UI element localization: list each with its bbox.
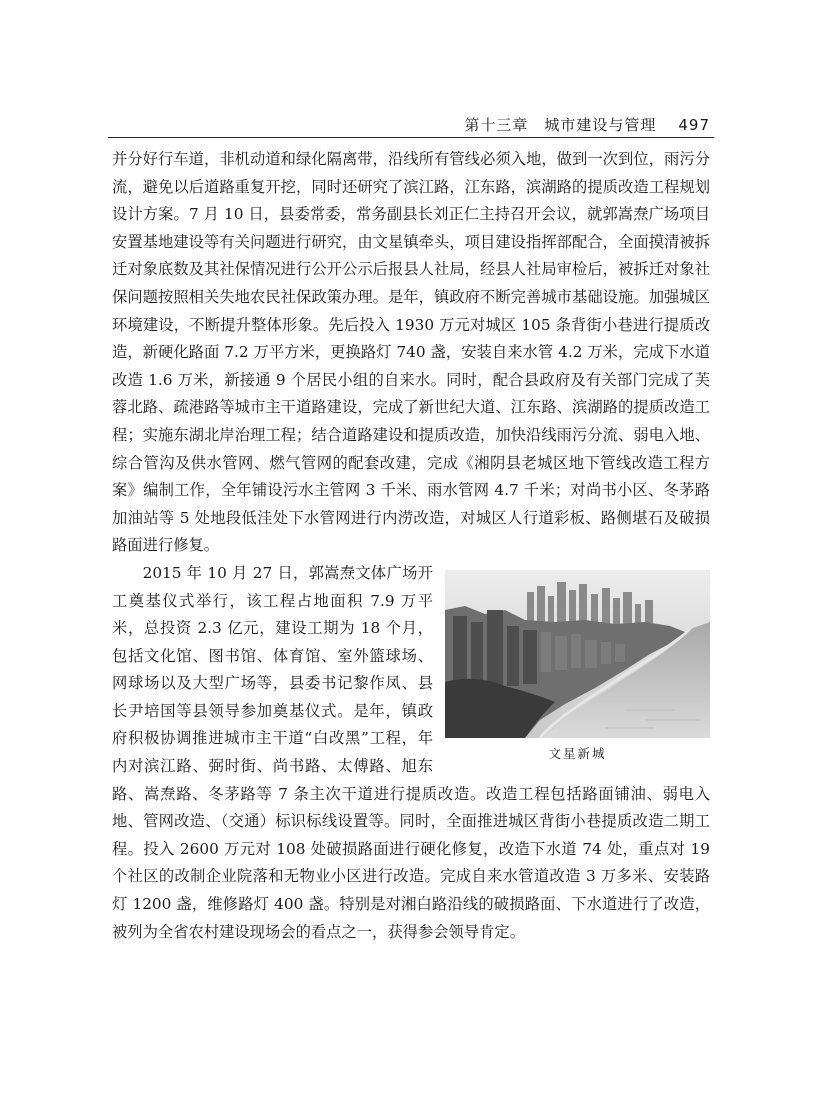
header-rule [108,137,714,138]
paragraph-2: 2015 年 10 月 27 日，郭嵩焘文体广场开工奠基仪式举行，该工程占地面积 7.9 万平米，总投资 2.3 亿元，建设工期为 18 个月，包括文化馆、图书馆、体育馆、室外篮球场、网球场以及大型广场等，县委书记黎作凤、县长尹培国等县领导参加奠基仪式。是年，镇政府积极协调推进城市主干道“白改黑”工程，年内对滨江路、弼时街、尚书路、太傅路、旭东路、嵩焘路、冬茅路等 7 条主次干道进行提质改造。改造工程包括路面铺油、弱电入地、管网改造、（交通）标识标线设置等。同时，全面推进城区背街小巷提质改造二期工程。投入 2600 万元对 108 处破损路面进行硬化修复，改造下水道 74 处，重点对 19 个社区的改制企业院落和无物业小区进行改造。完成自来水管道改造 3 万多米、安装路灯 1200 盏，维修路灯 400 盏。特别是对湘白路沿线的破损路面、下水道进行了改造，被列为全省农村建设现场会的看点之一，获得参会领导肯定。 [112,563,710,941]
header-text [464,114,710,135]
city-photo-figure [445,570,710,762]
photo-caption: 文星新城 [548,745,607,761]
paragraph-1: 并分好行车道，非机动道和绿化隔离带，沿线所有管线必须入地，做到一次到位，雨污分流，避免以后道路重复开挖，同时还研究了滨江路，江东路，滨湖路的提质改造工程规划设计方案。7 月 10 日，县委常委，常务副县长刘正仁主持召开会议，就郭嵩焘广场项目安置基地建设等有关问题进行研究，由文星镇牵头，项目建设指挥部配合，全面摸清被拆迁对象底数及其社保情况进行公开公示后报县人社局，经县人社局审检后，被拆迁对象社保问题按照相关失地农民社保政策办理。是年，镇政府不断完善城市基础设施。加强城区环境建设，不断提升整体形象。先后投入 1930 万元对城区 105 条背街小巷进行提质改造，新硬化路面 7.2 万平方米，更换路灯 740 盏，安装自来水管 4.2 万米，完成下水道改造 1.6 万米，新接通 9 个居民小组的自来水。同时，配合县政府及有关部门完成了芙蓉北路、疏港路等城市主干道路建设，完成了新世纪大道、江东路、滨湖路的提质改造工程；实施东湖北岸治理工程；结合道路建设和提质改造，加快沿线雨污分流、弱电入地、综合管沟及供水管网、燃气管网的配套改建，完成《湘阴县老城区地下管线改造工程方案》编制工作，全年铺设污水主管网 3 千米、雨水管网 4.7 千米；对尚书小区、冬茅路加油站等 5 处地段低洼处下水管网进行内涝改造，对城区人行道彩板、路侧堪石及破损路面进行修复。 [112,150,710,555]
chapter-title: 第十三章 城市建设与管理 [464,116,657,134]
running-header [108,112,714,138]
page-number: 497 [678,116,710,134]
body-text [112,146,710,946]
city-skyline-photo [445,570,710,738]
